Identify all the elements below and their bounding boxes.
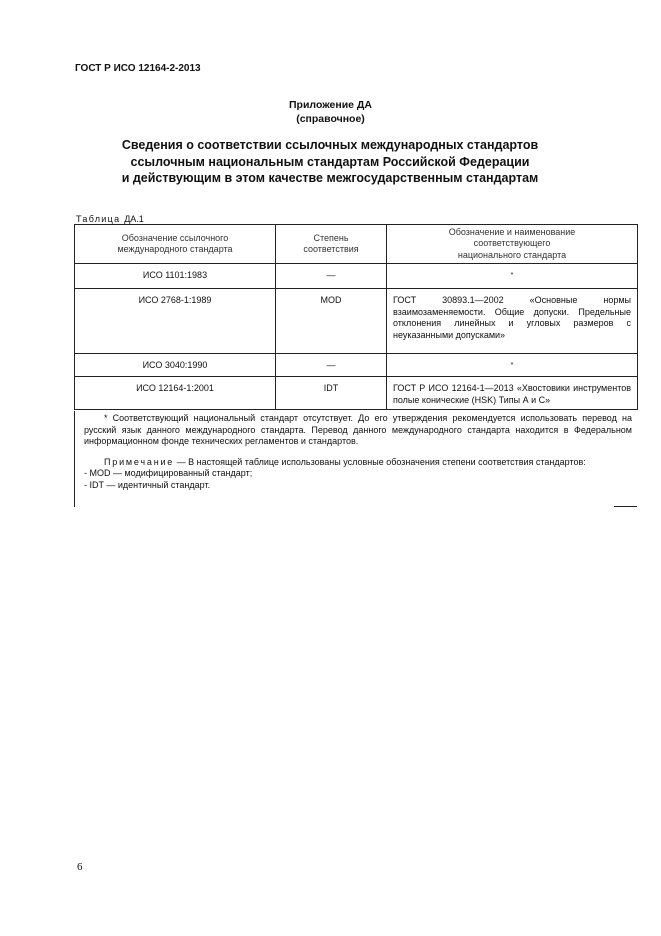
note-item: - MOD — модифицированный стандарт; bbox=[84, 468, 253, 478]
header-text: соответствующего bbox=[473, 238, 551, 249]
table-row bbox=[75, 377, 638, 410]
header-cell-intl bbox=[75, 225, 276, 264]
header-text: национального стандарта bbox=[457, 249, 567, 260]
table-label bbox=[76, 214, 144, 224]
table-row bbox=[75, 264, 638, 289]
annex-subtitle: (справочное) bbox=[296, 113, 365, 125]
header-text: Обозначение и наименование bbox=[448, 226, 576, 237]
table-row bbox=[75, 289, 638, 354]
table-row bbox=[75, 354, 638, 377]
cell-intl: ИСО 2768-1:1989 bbox=[75, 289, 276, 354]
annex-heading bbox=[0, 98, 661, 126]
annex-title: Приложение ДА bbox=[289, 99, 372, 111]
main-title bbox=[80, 137, 580, 187]
header-text: международного стандарта bbox=[117, 244, 233, 254]
note-word: Примечание bbox=[104, 456, 175, 467]
table-notes bbox=[74, 411, 637, 507]
note bbox=[84, 457, 632, 469]
cell-national: ГОСТ 30893.1—2002 «Основные нормы взаимозаменяемости. Общие допуски. Предельные отклонения линейных и угловых размеров с неуказанными допусками» bbox=[387, 289, 638, 354]
page-number: 6 bbox=[77, 861, 83, 873]
table-header-row bbox=[75, 225, 638, 264]
cell-degree: MOD bbox=[276, 289, 387, 354]
cell-degree: — bbox=[276, 264, 387, 289]
cell-intl: ИСО 12164-1:2001 bbox=[75, 377, 276, 410]
header-text: соответствия bbox=[303, 244, 359, 254]
note-text: — В настоящей таблице использованы условные обозначения степени соответствия стандартов: bbox=[174, 456, 586, 467]
correspondence-table bbox=[74, 224, 638, 410]
cell-national: ГОСТ Р ИСО 12164-1—2013 «Хвостовики инструментов полые конические (HSK) Типы А и С» bbox=[387, 377, 638, 410]
cell-intl: ИСО 3040:1990 bbox=[75, 354, 276, 377]
header-cell-degree bbox=[276, 225, 387, 264]
cell-national: * bbox=[387, 354, 638, 377]
note-item: - IDT — идентичный стандарт. bbox=[84, 479, 211, 490]
cell-degree: — bbox=[276, 354, 387, 377]
main-title-line: ссылочным национальным стандартам Российской Федерации bbox=[130, 154, 530, 169]
main-title-line: Сведения о соответствии ссылочных международных стандартов bbox=[121, 138, 539, 152]
notes-bottom-rule bbox=[614, 506, 637, 507]
header-text: Степень bbox=[313, 232, 349, 243]
header-cell-national bbox=[387, 225, 638, 264]
cell-intl: ИСО 1101:1983 bbox=[75, 264, 276, 289]
cell-national: * bbox=[387, 264, 638, 289]
main-title-line: и действующим в этом качестве межгосударственным стандартам bbox=[121, 171, 539, 185]
table-label-word: Таблица bbox=[76, 214, 121, 224]
header-text: Обозначение ссылочного bbox=[121, 232, 229, 243]
document-code: ГОСТ Р ИСО 12164-2-2013 bbox=[75, 63, 201, 74]
cell-degree: IDT bbox=[276, 377, 387, 410]
footnote: * Соответствующий национальный стандарт отсутствует. До его утверждения рекомендуется использовать перевод на русский язык данного международного стандарта. Перевод данного международного стандарта находится в Федеральном информационном фонде технических регламентов и стандартов. bbox=[84, 413, 632, 446]
table-label-number: ДА.1 bbox=[124, 214, 144, 224]
